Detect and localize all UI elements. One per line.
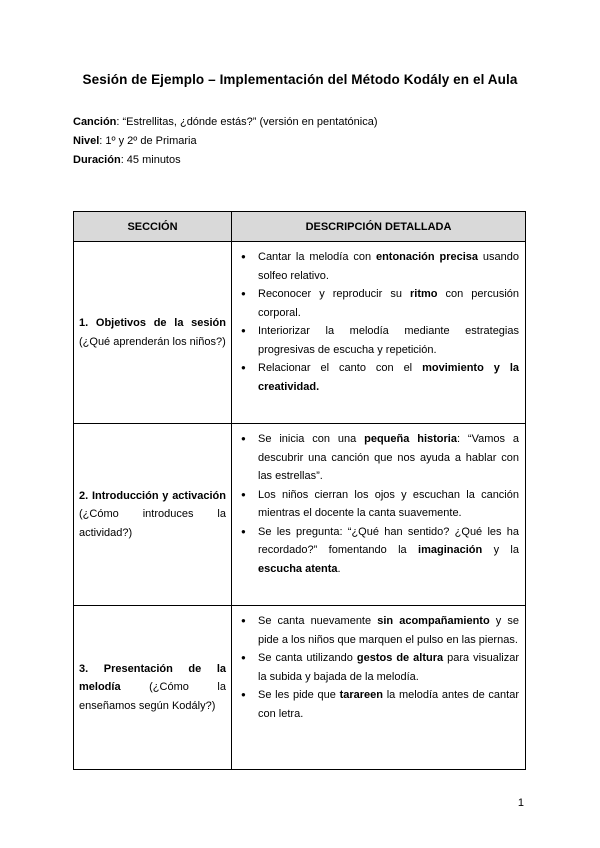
meta-value: : “Estrellitas, ¿dónde estás?” (versión en pentatónica) [116,116,378,128]
text-span: con percusión corporal. [258,288,520,319]
section-title: 2. Introducción y activación [79,489,226,502]
list-item [258,285,519,322]
bold-text: escucha atenta [258,562,338,575]
meta-label: Duración [73,154,121,166]
section-note: (¿Cómo la enseñamos según Kodály?) [79,681,226,712]
text-span: Se inicia con una [258,433,365,445]
bullet-list [237,430,519,578]
text-span: Reconocer y reproducir su [258,288,410,300]
meta-duracion [73,153,181,167]
list-item [258,649,519,686]
table-header-row [74,212,526,242]
meta-nivel [73,134,197,148]
bold-text: pequeña historia [364,433,457,445]
text-span: Los niños cierran los ojos y escuchan la canción mientras el docente la canta suavemente. [258,488,519,519]
bold-text: movimiento y la creatividad. [258,362,519,393]
text-span: Relacionar el canto con el [258,362,423,374]
bold-text: gestos de altura [356,652,444,664]
list-item [258,486,519,523]
bold-text: entonación precisa [375,251,479,263]
meta-value: : 45 minutos [120,154,181,166]
text-span: y se pide a los niños que marquen el pulso en las piernas. [258,615,520,646]
description-cell [232,606,526,770]
list-item [258,686,519,723]
table-row [74,424,526,606]
bold-text: ritmo [410,288,438,300]
description-cell [232,242,526,424]
meta-label: Canción [73,116,117,128]
text-span: para visualizar la subida y bajada de la melodía. [258,652,519,683]
table-row [74,606,526,770]
section-cell [74,606,232,770]
section-cell [74,242,232,424]
list-item [258,612,519,649]
document-title: Sesión de Ejemplo – Implementación del Método Kodály en el Aula [82,72,518,87]
section-note: (¿Qué aprenderán los niños?) [79,335,226,348]
section-note: (¿Cómo introduces la actividad?) [79,508,226,539]
text-span: Cantar la melodía con [258,251,376,263]
list-item [258,430,519,486]
text-span: Se canta nuevamente [258,615,378,627]
bullet-list [237,612,519,723]
meta-cancion [73,115,377,129]
bold-text: sin acompañamiento [377,615,490,627]
section-title: 1. Objetivos de la sesión [79,317,226,329]
session-table [73,211,526,770]
meta-label: Nivel [73,135,100,147]
text-span: . [337,562,341,575]
bullet-list [237,248,519,396]
text-span: usando solfeo relativo. [258,251,519,282]
page-number: 1 [517,797,524,809]
meta-value: : 1º y 2º de Primaria [99,135,197,147]
table-row [74,242,526,424]
list-item [258,322,519,359]
text-span: la melodía antes de cantar con letra. [258,689,520,720]
text-span: : “Vamos a descubrir una canción que nos ayuda a hablar con las estrellas”. [258,433,519,482]
text-span: Se les pide que [258,689,340,701]
text-span: Se canta utilizando [258,652,357,664]
text-span: y la [482,544,519,556]
section-cell [74,424,232,606]
text-span: Se les pregunta: “¿Qué han sentido? ¿Qué les ha recordado?” fomentando la [258,525,519,556]
description-cell [232,424,526,606]
header-descripcion: DESCRIPCIÓN DETALLADA [232,212,526,242]
list-item [258,523,519,579]
section-title: 3. Presentación de la melodía [79,662,226,694]
bold-text: tarareen [339,689,383,701]
list-item [258,248,519,285]
text-span: Interiorizar la melodía mediante estrategias progresivas de escucha y repetición. [258,325,519,356]
bold-text: imaginación [418,544,483,556]
header-seccion: SECCIÓN [74,212,232,242]
list-item [258,359,519,396]
